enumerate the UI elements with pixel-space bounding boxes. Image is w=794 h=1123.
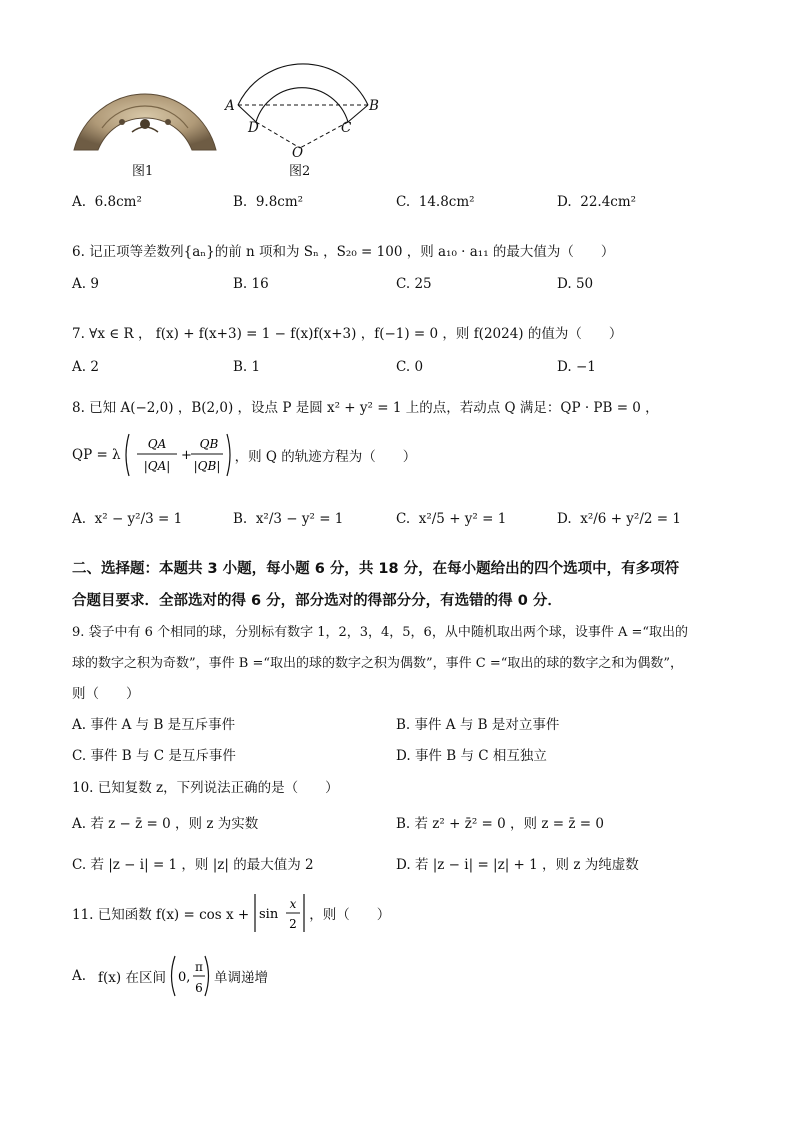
- q11-abs-sin-half-x: [251, 890, 307, 936]
- q11-stem-prefix: 11. 已知函数 f(x) = cos x +: [72, 907, 250, 923]
- figure-2-caption: 图2: [289, 164, 311, 179]
- q6-option-b: B. 16: [233, 276, 269, 292]
- svg-text:2: 2: [289, 917, 298, 931]
- section-2-heading-line1: 二、选择题：本题共 3 小题，每小题 6 分，共 18 分，在每小题给出的四个选项中，有多项符: [72, 561, 680, 577]
- q8-unit-vector-sum: [123, 430, 233, 480]
- q11-option-a-letter: A.: [72, 968, 87, 984]
- q9-stem-line3: 则（ ）: [72, 686, 140, 702]
- q6-option-a: A. 9: [72, 276, 99, 292]
- q10-option-c: C. 若 |z − i| = 1 ，则 |z| 的最大值为 2: [72, 857, 314, 873]
- q6-option-d: D. 50: [557, 276, 594, 292]
- q8-option-a: A. x² − y²/3 = 1: [72, 511, 183, 527]
- q8-option-d: D. x²/6 + y²/2 = 1: [557, 511, 681, 527]
- svg-text:x: x: [289, 897, 297, 911]
- q11-stem-suffix: ，则（ ）: [309, 907, 391, 923]
- q9-option-d: D. 事件 B 与 C 相互独立: [396, 748, 547, 764]
- svg-text:QB: QB: [199, 437, 218, 451]
- svg-text:π: π: [195, 960, 203, 974]
- point-label-a: A: [225, 98, 235, 114]
- svg-text:|QA|: |QA|: [143, 459, 170, 473]
- q6-stem: 6. 记正项等差数列{aₙ}的前 n 项和为 Sₙ ，S₂₀ = 100 ，则 a₁₀ · a₁₁ 的最大值为（ ）: [72, 244, 615, 260]
- q7-option-b: B. 1: [233, 359, 261, 375]
- q10-option-b: B. 若 z² + z̄² = 0 ，则 z = z̄ = 0: [396, 816, 604, 832]
- svg-text:sin: sin: [259, 907, 279, 922]
- q5-option-d: D. 22.4cm²: [557, 194, 637, 210]
- q8-option-c: C. x²/5 + y² = 1: [396, 511, 507, 527]
- svg-text:6: 6: [195, 981, 203, 995]
- q10-stem: 10. 已知复数 z，下列说法正确的是（ ）: [72, 780, 339, 796]
- svg-text:+: +: [180, 448, 192, 463]
- section-2-heading-line2: 合题目要求．全部选对的得 6 分，部分选对的得部分分，有选错的得 0 分．: [72, 593, 562, 609]
- svg-text:0,: 0,: [177, 970, 191, 985]
- svg-text:|QB|: |QB|: [193, 459, 220, 473]
- q9-option-c: C. 事件 B 与 C 是互斥事件: [72, 748, 236, 764]
- q9-option-a: A. 事件 A 与 B 是互斥事件: [72, 717, 236, 733]
- q11-stem: [72, 890, 390, 936]
- point-label-c: C: [341, 120, 352, 136]
- point-label-b: B: [369, 98, 379, 114]
- q8-option-b: B. x²/3 − y² = 1: [233, 511, 344, 527]
- q7-stem: 7. ∀x ∈ R ， f(x) + f(x+3) = 1 − f(x)f(x+3) ，f(−1) = 0 ，则 f(2024) 的值为（ ）: [72, 326, 623, 342]
- q8-stem: 8. 已知 A(−2,0) ，B(2,0) ，设点 P 是圆 x² + y² = 1 上的点，若动点 Q 满足：QP · PB = 0 ，: [72, 400, 659, 416]
- figure-1-caption: 图1: [132, 164, 154, 179]
- point-label-d: D: [248, 120, 259, 136]
- q7-option-c: C. 0: [396, 359, 424, 375]
- q11-option-a: [72, 952, 268, 1000]
- q10-option-d: D. 若 |z − i| = |z| + 1 ，则 z 为纯虚数: [396, 857, 639, 873]
- q7-option-d: D. −1: [557, 359, 596, 375]
- q9-stem-line1: 9. 袋子中有 6 个相同的球，分别标有数字 1，2，3，4，5，6，从中随机取出两个球，设事件 A =“取出的: [72, 625, 689, 640]
- figure-1-jade: [72, 88, 218, 154]
- q8-stem-line2: [72, 430, 416, 480]
- q5-option-c: C. 14.8cm²: [396, 194, 475, 210]
- svg-text:QA: QA: [147, 437, 166, 451]
- q8-qp-equation: QP = λ: [72, 447, 121, 463]
- q5-option-a: A. 6.8cm²: [72, 194, 142, 210]
- q6-option-c: C. 25: [396, 276, 432, 292]
- q11-option-a-suffix: 单调递增: [213, 970, 268, 986]
- q9-option-b: B. 事件 A 与 B 是对立事件: [396, 717, 560, 733]
- q9-stem-line2: 球的数字之积为奇数”，事件 B =“取出的球的数字之积为偶数”，事件 C =“取出的球的数字之和为偶数”，: [72, 656, 684, 671]
- q5-option-b: B. 9.8cm²: [233, 194, 304, 210]
- point-label-o: O: [292, 145, 304, 161]
- q7-option-a: A. 2: [72, 359, 99, 375]
- q8-stem-suffix: ，则 Q 的轨迹方程为（ ）: [234, 449, 417, 465]
- q10-option-a: A. 若 z − z̄ = 0 ，则 z 为实数: [72, 816, 259, 832]
- q11-option-a-prefix: f(x) 在区间: [98, 970, 166, 986]
- q11-interval-0-pi-over-6: [168, 952, 212, 1000]
